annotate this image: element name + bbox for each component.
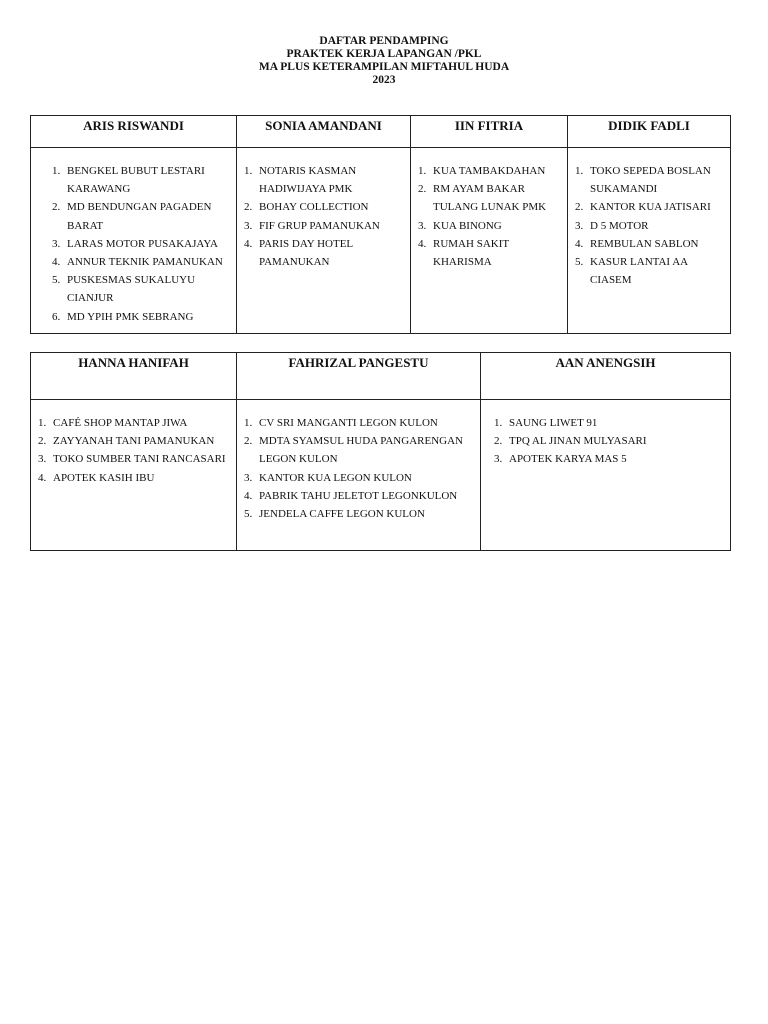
places-cell-iin-fitria bbox=[411, 148, 568, 334]
places-cell-aan-anengsih bbox=[481, 400, 731, 551]
column-header-didik-fadli: DIDIK FADLI bbox=[568, 116, 731, 148]
column-header-fahrizal-pangestu: FAHRIZAL PANGESTU bbox=[237, 353, 481, 400]
list-item: 1. BENGKEL BUBUT LESTARI KARAWANG bbox=[63, 162, 232, 198]
list-item: 2. RM AYAM BAKAR TULANG LUNAK PMK bbox=[429, 180, 563, 216]
places-cell-aris-riswandi bbox=[31, 148, 237, 334]
list-item: 2. MD BENDUNGAN PAGADEN BARAT bbox=[63, 198, 232, 234]
column-header-sonia-amandani: SONIA AMANDANI bbox=[237, 116, 411, 148]
list-item: 4. RUMAH SAKIT KHARISMA bbox=[429, 235, 563, 271]
column-header-aris-riswandi: ARIS RISWANDI bbox=[31, 116, 237, 148]
places-cell-didik-fadli bbox=[568, 148, 731, 334]
list-item: 2. MDTA SYAMSUL HUDA PANGARENGAN LEGON KULON bbox=[255, 432, 476, 468]
list-item: 5. JENDELA CAFFE LEGON KULON bbox=[255, 505, 476, 523]
list-item: 1. CV SRI MANGANTI LEGON KULON bbox=[255, 414, 476, 432]
list-item: 2. KANTOR KUA JATISARI bbox=[586, 198, 726, 216]
title-line-1: DAFTAR PENDAMPING bbox=[319, 35, 449, 47]
list-item: 4. APOTEK KASIH IBU bbox=[49, 469, 232, 487]
title-line-2: PRAKTEK KERJA LAPANGAN /PKL bbox=[286, 48, 482, 60]
places-list bbox=[31, 400, 236, 487]
places-cell-hanna-hanifah bbox=[31, 400, 237, 551]
list-item: 2. ZAYYANAH TANI PAMANUKAN bbox=[49, 432, 232, 450]
list-item: 1. SAUNG LIWET 91 bbox=[505, 414, 726, 432]
list-item: 2. TPQ AL JINAN MULYASARI bbox=[505, 432, 726, 450]
list-item: 5. KASUR LANTAI AA CIASEM bbox=[586, 253, 726, 289]
list-item: 4. PARIS DAY HOTEL PAMANUKAN bbox=[255, 235, 406, 271]
list-item: 3. TOKO SUMBER TANI RANCASARI bbox=[49, 450, 232, 468]
list-item: 3. D 5 MOTOR bbox=[586, 217, 726, 235]
list-item: 3. APOTEK KARYA MAS 5 bbox=[505, 450, 726, 468]
list-item: 4. ANNUR TEKNIK PAMANUKAN bbox=[63, 253, 232, 271]
list-item: 6. MD YPIH PMK SEBRANG bbox=[63, 308, 232, 326]
places-cell-sonia-amandani bbox=[237, 148, 411, 334]
column-header-iin-fitria: IIN FITRIA bbox=[411, 116, 568, 148]
list-item: 2. BOHAY COLLECTION bbox=[255, 198, 406, 216]
table-body-row bbox=[31, 148, 731, 334]
list-item: 4. PABRIK TAHU JELETOT LEGONKULON bbox=[255, 487, 476, 505]
list-item: 3. KUA BINONG bbox=[429, 217, 563, 235]
document-title bbox=[0, 35, 768, 87]
list-item: 1. CAFÉ SHOP MANTAP JIWA bbox=[49, 414, 232, 432]
places-list bbox=[481, 400, 730, 469]
column-header-hanna-hanifah: HANNA HANIFAH bbox=[31, 353, 237, 400]
places-list bbox=[411, 148, 567, 271]
list-item: 5. PUSKESMAS SUKALUYU CIANJUR bbox=[63, 271, 232, 307]
list-item: 3. FIF GRUP PAMANUKAN bbox=[255, 217, 406, 235]
list-item: 1. TOKO SEPEDA BOSLAN SUKAMANDI bbox=[586, 162, 726, 198]
places-list bbox=[237, 400, 480, 523]
list-item: 3. LARAS MOTOR PUSAKAJAYA bbox=[63, 235, 232, 253]
table-body-row bbox=[31, 400, 731, 551]
column-header-aan-anengsih: AAN ANENGSIH bbox=[481, 353, 731, 400]
title-line-4: 2023 bbox=[372, 74, 396, 86]
list-item: 1. KUA TAMBAKDAHAN bbox=[429, 162, 563, 180]
places-list bbox=[568, 148, 730, 289]
table-header-row bbox=[31, 353, 731, 400]
places-list bbox=[31, 148, 236, 326]
places-list bbox=[237, 148, 410, 271]
list-item: 3. KANTOR KUA LEGON KULON bbox=[255, 469, 476, 487]
title-line-3: MA PLUS KETERAMPILAN MIFTAHUL HUDA bbox=[258, 61, 510, 73]
list-item: 4. REMBULAN SABLON bbox=[586, 235, 726, 253]
places-cell-fahrizal-pangestu bbox=[237, 400, 481, 551]
table-header-row bbox=[31, 116, 731, 148]
assignment-table-1 bbox=[30, 115, 731, 334]
list-item: 1. NOTARIS KASMAN HADIWIJAYA PMK bbox=[255, 162, 406, 198]
assignment-table-2 bbox=[30, 352, 731, 551]
